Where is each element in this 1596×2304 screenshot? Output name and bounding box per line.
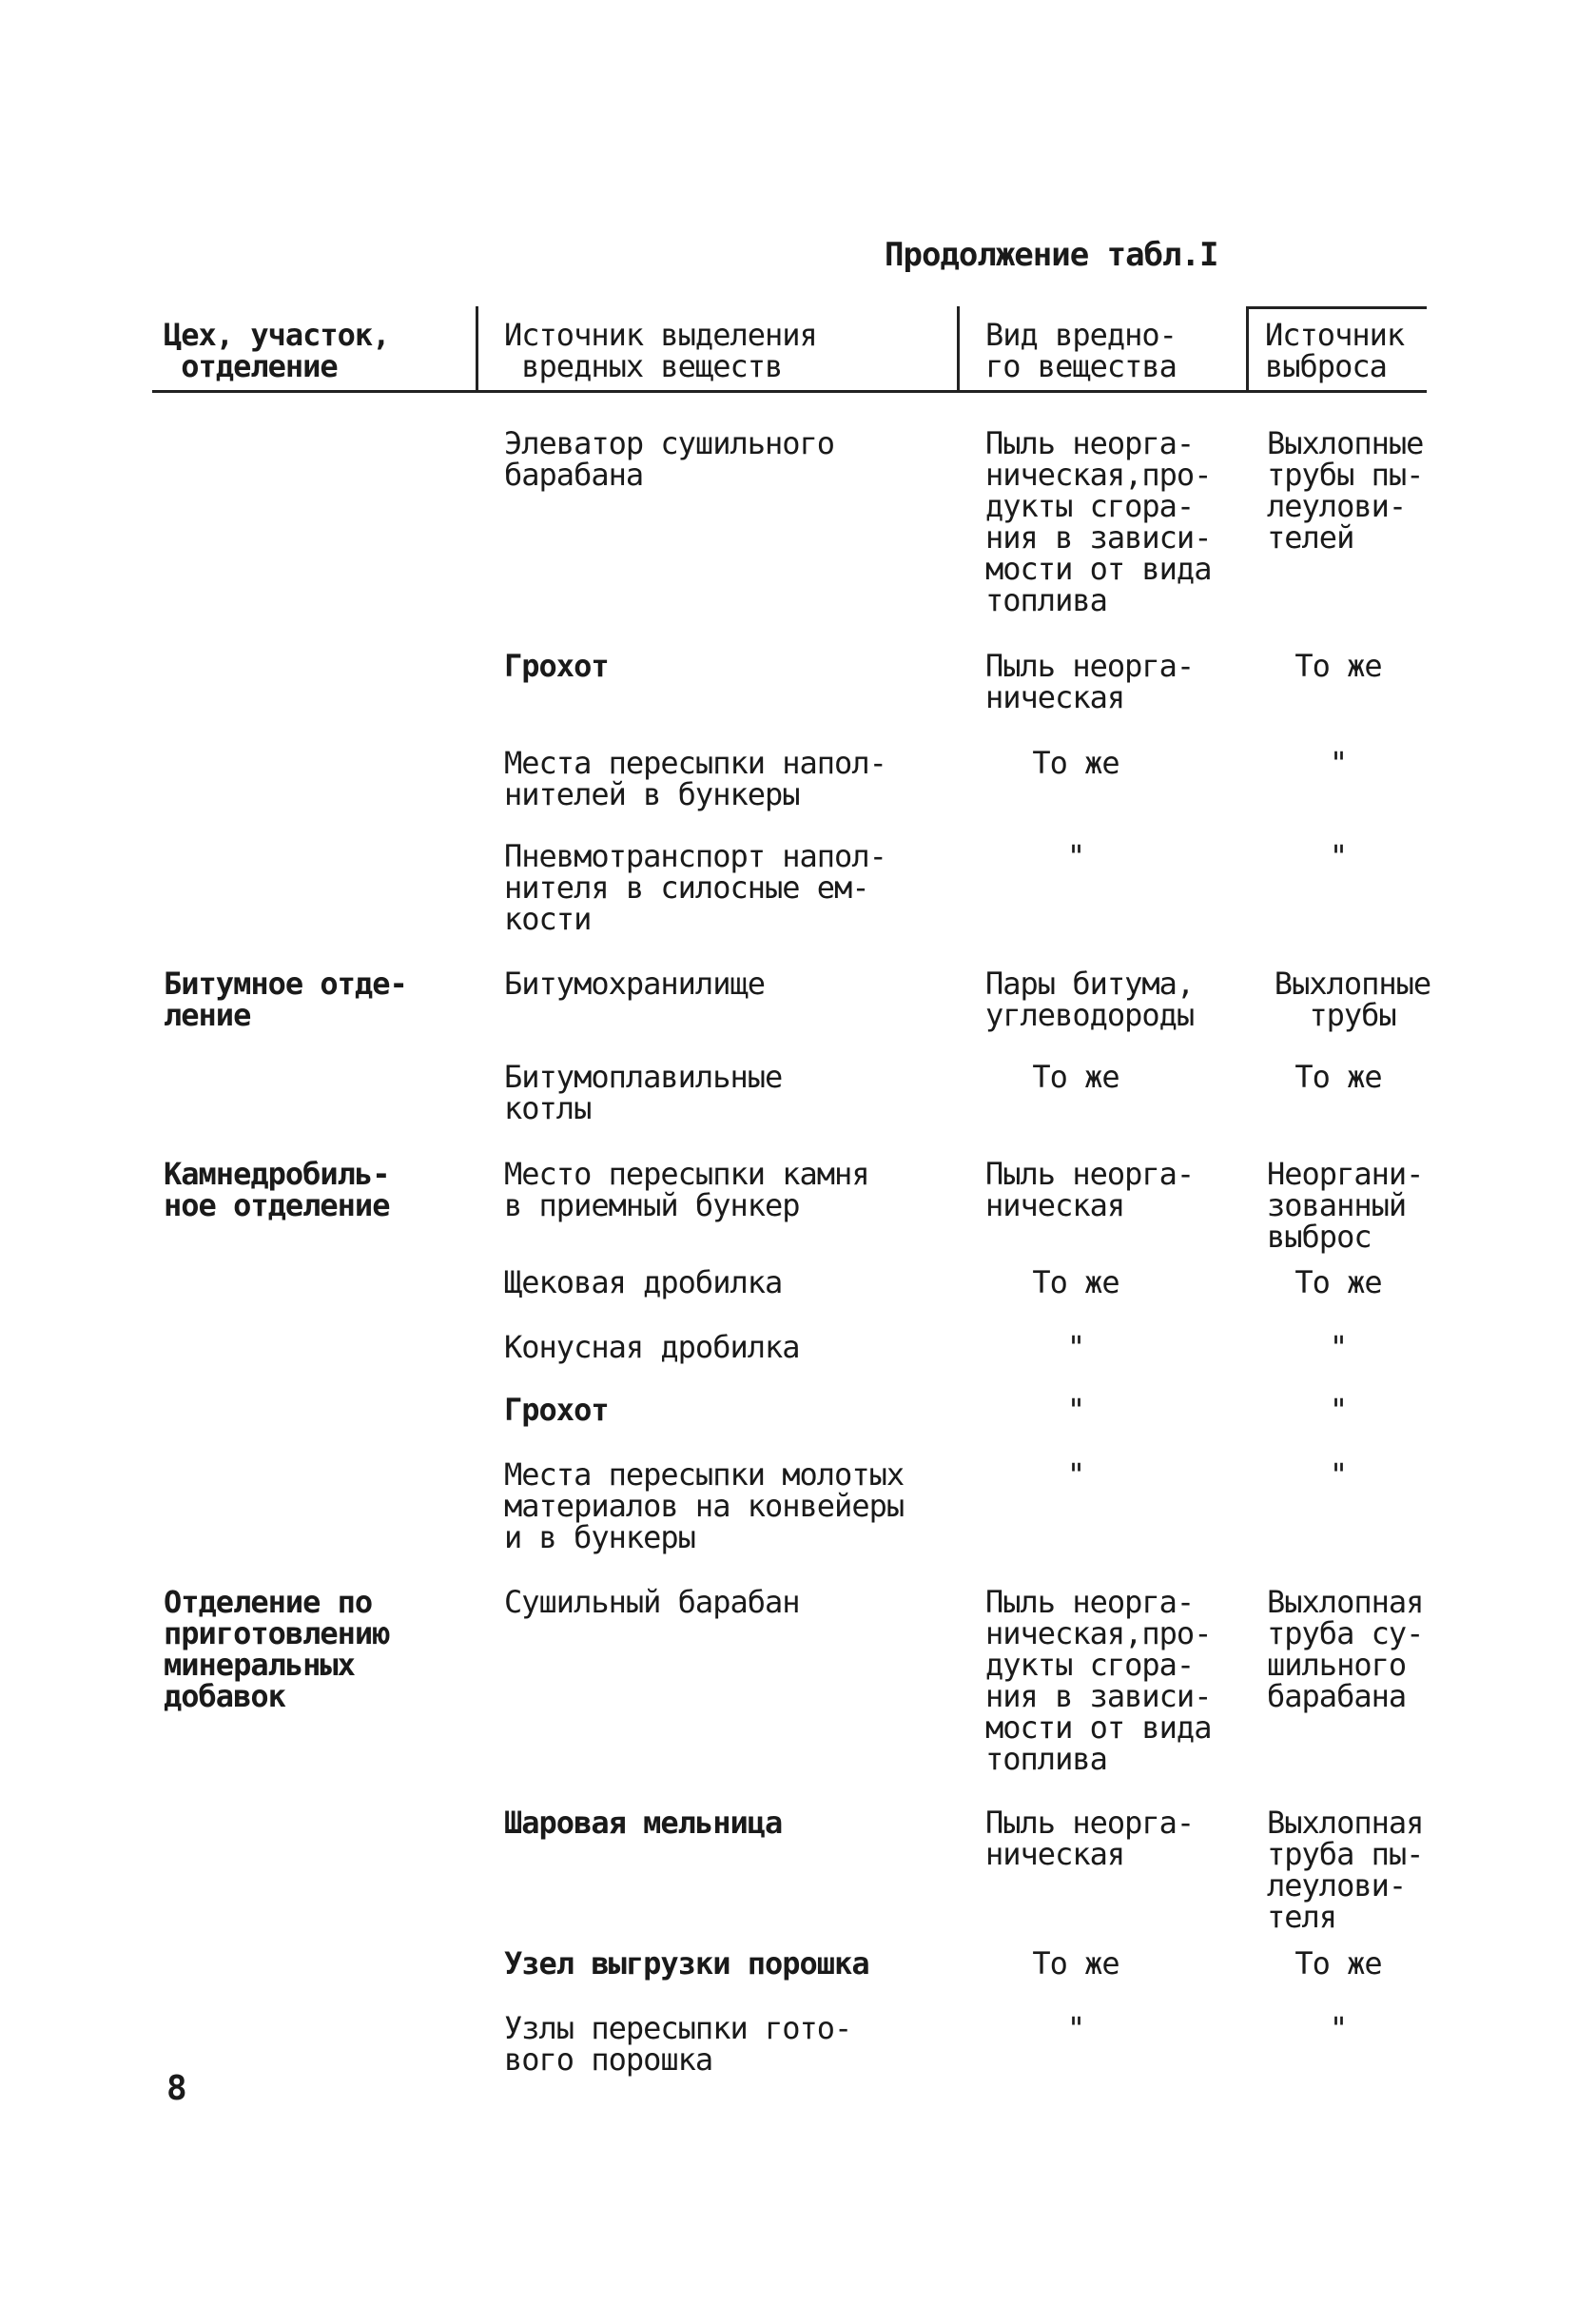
source-cell: Узлы пересыпки гото- вого порошка [504, 2010, 852, 2078]
substance-cell: То же [1032, 1945, 1119, 1982]
header-top-rule [1246, 306, 1427, 309]
source-cell: Грохот [504, 648, 609, 684]
header-divider [476, 306, 478, 392]
substance-cell: " [1066, 838, 1085, 874]
emission-cell: То же [1294, 1264, 1382, 1300]
emission-cell: То же [1294, 1945, 1382, 1982]
emission-cell: Выхлопные трубы пы- леулови- телей [1267, 425, 1424, 556]
substance-cell: Пыль неорга- ническая,про- дукты сгора- ния в зависи- мости от вида топлива [985, 425, 1212, 618]
source-cell: Место пересыпки камня в приемный бункер [504, 1156, 869, 1223]
table-continuation-caption: Продолжение табл.I [885, 236, 1218, 274]
source-cell: Элеватор сушильного барабана [504, 425, 835, 493]
substance-cell: То же [1032, 1059, 1119, 1095]
substance-cell: " [1066, 2010, 1085, 2046]
source-cell: Пневмотранспорт напол- нителя в силосные ем- кости [504, 838, 886, 937]
source-cell: Места пересыпки напол- нителей в бункеры [504, 745, 886, 812]
page-number: 8 [166, 2069, 187, 2108]
column-header-substance: Вид вредно- го вещества [985, 317, 1177, 384]
source-cell: Сушильный барабан [504, 1584, 800, 1620]
substance-cell: " [1066, 1329, 1085, 1365]
header-divider [1246, 306, 1249, 392]
header-divider [957, 306, 960, 392]
source-cell: Узел выгрузки порошка [504, 1945, 869, 1982]
emission-cell: Неоргани- зованный выброс [1267, 1156, 1424, 1255]
column-header-area: Цех, участок, отделение [164, 317, 390, 384]
source-cell: Щековая дробилка [504, 1264, 783, 1300]
source-cell: Места пересыпки молотых материалов на конвейеры и в бункеры [504, 1456, 905, 1555]
emission-cell: " [1329, 745, 1348, 781]
substance-cell: " [1066, 1392, 1085, 1428]
emission-cell: То же [1294, 1059, 1382, 1095]
substance-cell: Пыль неорга- ническая,про- дукты сгора- ния в зависи- мости от вида топлива [985, 1584, 1212, 1777]
emission-cell: Выхлопная труба су- шильного барабана [1267, 1584, 1424, 1714]
substance-cell: Пыль неорга- ническая [985, 1156, 1195, 1223]
substance-cell: " [1066, 1456, 1085, 1493]
source-cell: Битумохранилище [504, 966, 765, 1002]
substance-cell: Пыль неорга- ническая [985, 1805, 1195, 1872]
emission-cell: " [1329, 1392, 1348, 1428]
substance-cell: Пары битума, углеводороды [985, 966, 1195, 1033]
emission-cell: " [1329, 1456, 1348, 1493]
emission-cell: То же [1294, 648, 1382, 684]
emission-cell: Выхлопная труба пы- леулови- теля [1267, 1805, 1424, 1935]
source-cell: Битумоплавильные котлы [504, 1059, 783, 1126]
source-cell: Шаровая мельница [504, 1805, 783, 1841]
substance-cell: То же [1032, 745, 1119, 781]
emission-cell: Выхлопные трубы [1274, 966, 1431, 1033]
substance-cell: То же [1032, 1264, 1119, 1300]
emission-cell: " [1329, 838, 1348, 874]
area-cell: Битумное отде- ление [164, 966, 407, 1033]
source-cell: Грохот [504, 1392, 609, 1428]
header-bottom-rule [152, 390, 1427, 393]
substance-cell: Пыль неорга- ническая [985, 648, 1195, 715]
area-cell: Отделение по приготовлению минеральных добавок [164, 1584, 390, 1714]
column-header-emission: Источник выброса [1265, 317, 1405, 384]
area-cell: Камнедробиль- ное отделение [164, 1156, 390, 1223]
emission-cell: " [1329, 1329, 1348, 1365]
source-cell: Конусная дробилка [504, 1329, 800, 1365]
emission-cell: " [1329, 2010, 1348, 2046]
column-header-source: Источник выделения вредных веществ [504, 317, 817, 384]
